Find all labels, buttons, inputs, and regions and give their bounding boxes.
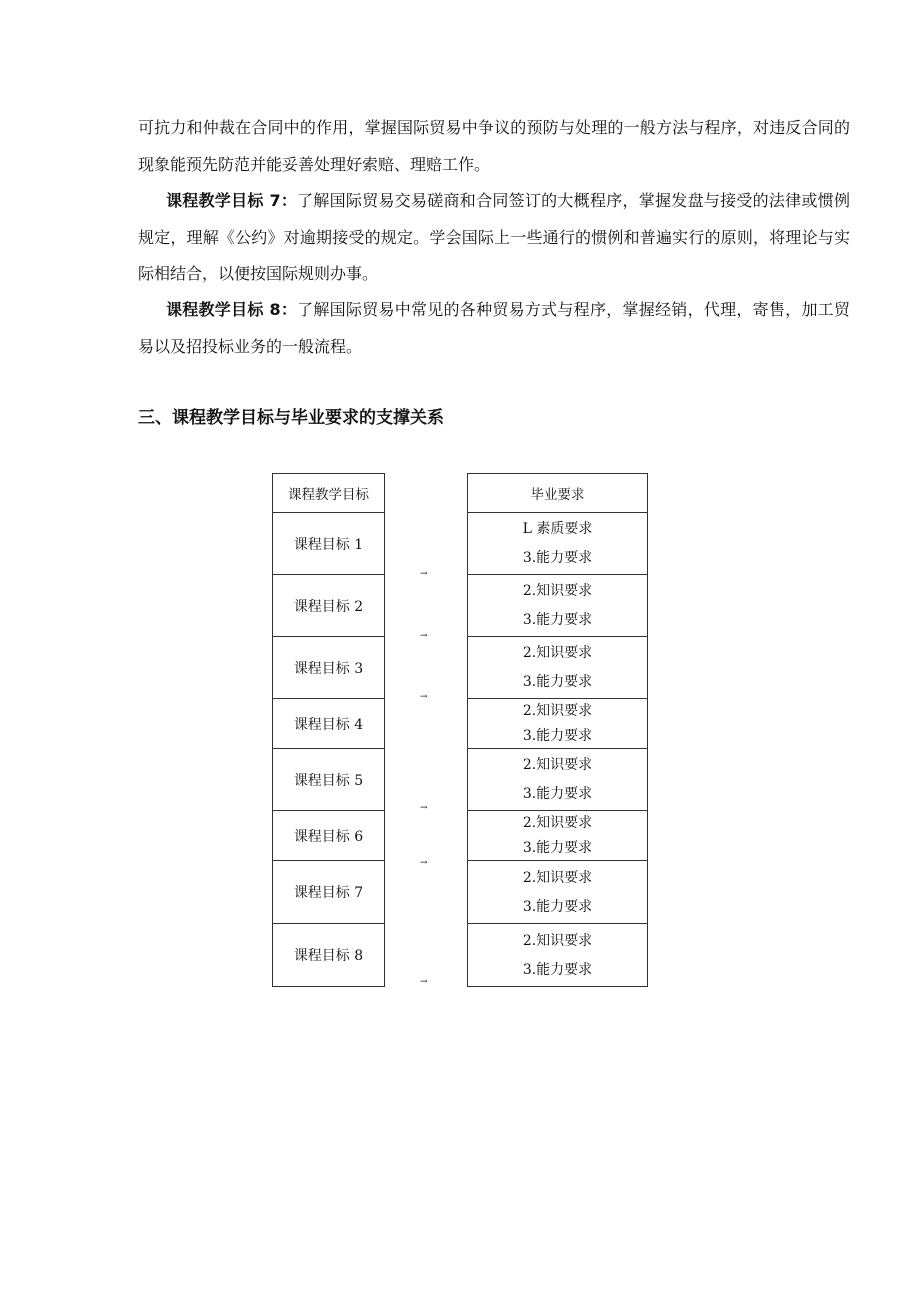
goal-box: 课程目标 1 [272,512,385,575]
requirement-item: 2.知识要求 [522,815,593,832]
left-header: 课程教学目标 [272,473,385,513]
requirement-item: 2.知识要求 [522,583,593,600]
requirement-item: 3.能力要求 [522,611,593,628]
requirement-box [467,860,648,924]
section-heading: 三、课程教学目标与毕业要求的支撑关系 [138,408,444,428]
arrow-icon: → [420,569,428,579]
requirement-item: 3.能力要求 [522,785,593,802]
requirement-item: 3.能力要求 [522,839,593,856]
requirement-box [467,748,648,811]
requirement-item: 2.知识要求 [522,645,593,662]
requirement-item: 3.能力要求 [522,961,593,978]
requirement-item: L 素质要求 [522,521,593,538]
arrow-icon: → [420,858,428,868]
requirement-item: 2.知识要求 [522,703,593,720]
requirement-box [467,574,648,637]
paragraph-text: 可抗力和仲裁在合同中的作用，掌握国际贸易中争议的预防与处理的一般方法与程序，对违反合同的现象能预先防范并能妥善处理好索赔、理赔工作。 [138,118,850,174]
goal-box: 课程目标 3 [272,636,385,699]
requirement-item: 3.能力要求 [522,727,593,744]
arrow-icon: → [420,631,428,641]
requirement-box [467,810,648,861]
arrow-icon: → [420,692,428,702]
requirement-box [467,636,648,699]
paragraph-goal-7 [138,183,850,293]
arrow-icon: → [420,977,428,987]
requirement-item: 3.能力要求 [522,549,593,566]
goal-box: 课程目标 4 [272,698,385,749]
goal-7-label: 课程教学目标 7： [166,191,298,210]
goal-8-text: 了解国际贸易中常见的各种贸易方式与程序，掌握经销，代理，寄售，加工贸易以及招投标业务的一般流程。 [138,300,850,356]
requirement-item: 3.能力要求 [522,898,593,915]
goal-box: 课程目标 5 [272,748,385,811]
requirement-item: 2.知识要求 [522,932,593,949]
requirement-box [467,923,648,987]
requirement-item: 2.知识要求 [522,757,593,774]
goal-box: 课程目标 2 [272,574,385,637]
requirement-item: 2.知识要求 [522,869,593,886]
requirement-box [467,698,648,749]
paragraph-goal-8 [138,292,850,365]
goal-box: 课程目标 8 [272,923,385,987]
requirement-box [467,512,648,575]
goal-box: 课程目标 7 [272,860,385,924]
goal-7-text: 了解国际贸易交易磋商和合同签订的大概程序，掌握发盘与接受的法律或惯例规定，理解《公约》对逾期接受的规定。学会国际上一些通行的惯例和普遍实行的原则，将理论与实际相结合，以便按国际规则办事。 [138,191,850,283]
arrow-icon: → [420,803,428,813]
right-header: 毕业要求 [467,473,648,513]
requirement-item: 3.能力要求 [522,673,593,690]
goal-box: 课程目标 6 [272,810,385,861]
goal-8-label: 课程教学目标 8： [166,300,298,319]
paragraph-continuation [138,110,850,183]
